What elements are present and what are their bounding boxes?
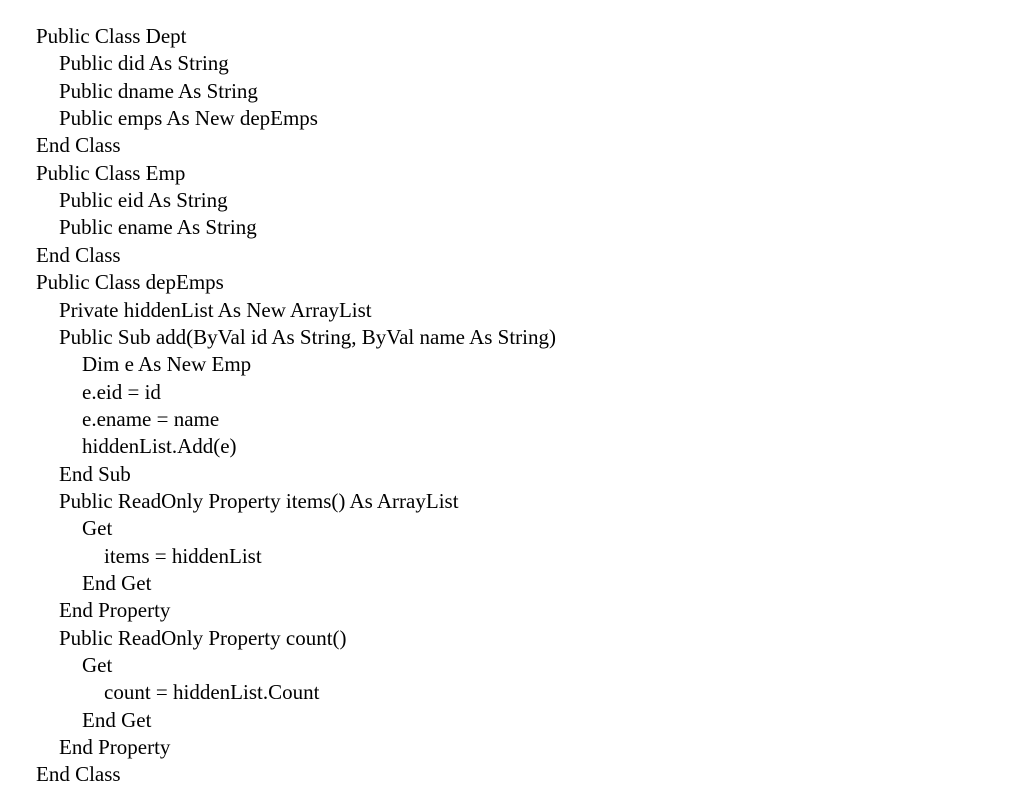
- code-line: End Sub: [59, 461, 131, 486]
- code-line: Public dname As String: [59, 78, 258, 103]
- code-line: e.ename = name: [82, 406, 220, 431]
- code-line: items = hiddenList: [104, 543, 262, 568]
- code-line: Public Sub add(ByVal id As String, ByVal name As String): [59, 324, 557, 349]
- code-line: End Property: [59, 598, 171, 623]
- code-line: Get: [82, 653, 113, 678]
- code-line: e.eid = id: [82, 379, 161, 404]
- code-line: Public ReadOnly Property count(): [59, 625, 347, 650]
- code-line: count = hiddenList.Count: [104, 680, 320, 705]
- code-line: End Class: [36, 762, 121, 787]
- code-line: End Get: [82, 707, 152, 732]
- code-line: Public ReadOnly Property items() As ArrayList: [59, 488, 459, 513]
- code-line: Public Class Emp: [36, 160, 186, 185]
- code-line: Public emps As New depEmps: [59, 106, 318, 131]
- code-line: Public eid As String: [59, 188, 228, 213]
- code-line: End Class: [36, 133, 121, 158]
- code-line: Get: [82, 516, 113, 541]
- code-line: Private hiddenList As New ArrayList: [59, 297, 372, 322]
- code-line: Public did As String: [59, 51, 229, 76]
- code-line: Public Class Dept: [36, 24, 187, 48]
- code-line: End Get: [82, 571, 152, 595]
- code-line: Dim e As New Emp: [82, 352, 252, 377]
- code-line: Public Class depEmps: [36, 270, 224, 295]
- code-line: End Property: [59, 735, 171, 760]
- code-line: End Class: [36, 242, 121, 267]
- code-line: hiddenList.Add(e): [82, 434, 237, 459]
- code-line: Public ename As String: [59, 215, 257, 240]
